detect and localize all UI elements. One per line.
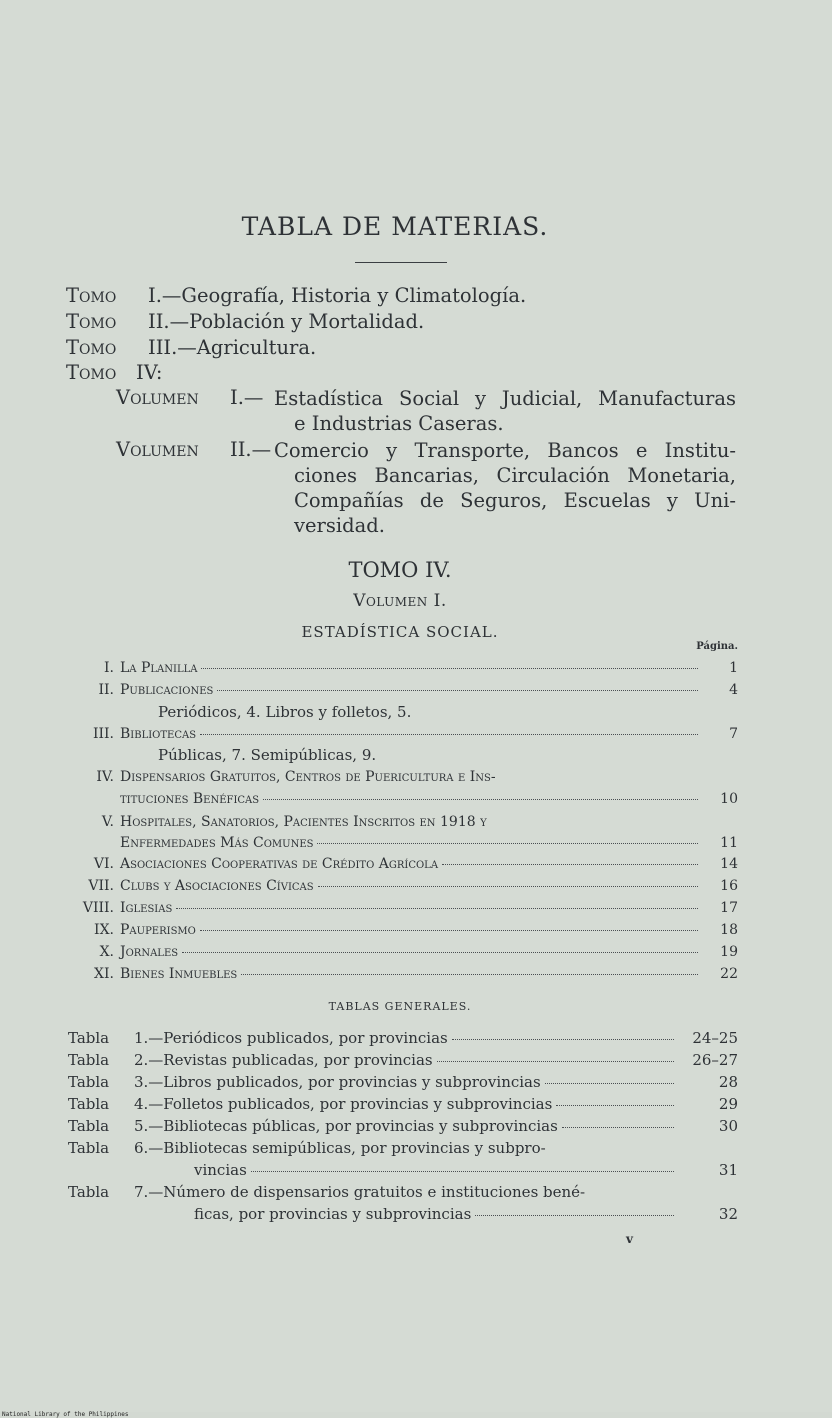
toc-page: 17 [720,900,738,916]
leader-dots [317,843,698,844]
leader-dots [545,1083,674,1084]
tabla-label: Tabla [68,1029,110,1047]
tabla-page: 26–27 [692,1051,738,1069]
toc-page: 22 [720,966,738,982]
footer-credit: National Library of the Philippines [2,1411,129,1418]
tomo-text: IV: [136,361,163,384]
leader-dots [176,908,698,909]
tomo-line-3 [66,336,316,359]
leader-dots [182,952,698,953]
tabla-label: Tabla [68,1183,110,1201]
toc-entry [74,944,738,960]
title-rule [355,262,447,263]
leader-dots [251,1171,674,1172]
toc-entry [74,682,738,698]
tomo-label: Tomo [66,284,117,307]
leader-dots [475,1215,674,1216]
toc-page: 14 [720,856,738,872]
volumen-2-text [274,438,736,538]
tabla-label: Tabla [68,1095,110,1113]
tabla-text: 5.—Bibliotecas públicas, por provincias y subprovincias [134,1117,558,1135]
toc-entry [74,726,738,742]
toc-page: 4 [729,682,738,698]
volumen-line: Estadística Social y Judicial, Manufacturas [274,387,736,410]
tabla-entry [68,1183,668,1201]
tomo-line-2 [66,310,424,333]
tomo-line-4 [66,361,162,384]
leader-dots [562,1127,674,1128]
leader-dots [318,886,698,887]
toc-num: X. [99,944,114,960]
toc-num: I. [104,660,114,676]
tabla-page: 32 [718,1205,738,1223]
toc-entry-cont [120,835,738,851]
toc-title: Pauperismo [120,922,196,938]
tabla-page: 29 [718,1095,738,1113]
leader-dots [200,734,698,735]
tabla-text: 2.—Revistas publicadas, por provincias [134,1051,433,1069]
toc-num: XI. [94,966,114,982]
tabla-label: Tabla [68,1117,110,1135]
volumen-line: e Industrias Caseras. [294,412,504,435]
volumen-line: ciones Bancarias, Circulación Monetaria, [294,464,736,487]
toc-title: Iglesias [120,900,173,916]
tomo-text: III.—Agricultura. [148,336,317,359]
tabla-page: 30 [718,1117,738,1135]
toc-page: 7 [729,726,738,742]
leader-dots [437,1061,674,1062]
volumen-num: I.— [230,386,264,409]
tabla-text: vincias [194,1161,247,1179]
section-title: ESTADÍSTICA SOCIAL. [301,623,499,641]
toc-entry [74,814,674,830]
toc-num: II. [98,682,114,698]
volumen-label: Volumen [116,438,199,461]
toc-page: 11 [720,835,738,851]
tabla-text: 4.—Folletos publicados, por provincias y subprovincias [134,1095,553,1113]
toc-title: Dispensarios Gratuitos, Centros de Puericultura e Ins- [120,769,496,785]
page-number: v [626,1232,633,1246]
leader-dots [201,668,698,669]
leader-dots [200,930,698,931]
toc-num: III. [92,726,114,742]
toc-title: Enfermedades Más Comunes [120,835,314,851]
tabla-label: Tabla [68,1139,110,1157]
toc-title: Jornales [120,944,179,960]
toc-page: 16 [720,878,738,894]
toc-page: 1 [729,660,738,676]
tabla-entry [68,1051,738,1069]
tomo-text: II.—Población y Mortalidad. [148,310,425,333]
toc-entry [74,966,738,982]
toc-entry [74,922,738,938]
pagina-label: Página. [696,641,738,652]
tabla-entry [68,1117,738,1135]
toc-page: 18 [720,922,738,938]
tabla-page: 28 [718,1073,738,1091]
tabla-text: 7.—Número de dispensarios gratuitos e instituciones bené- [134,1183,586,1201]
toc-title: Bienes Inmuebles [120,966,238,982]
tabla-entry-cont [194,1161,738,1179]
toc-num: IV. [96,769,114,785]
toc-page: 10 [720,791,738,807]
toc-num: IX. [94,922,114,938]
leader-dots [263,799,698,800]
tabla-label: Tabla [68,1073,110,1091]
toc-title: La Planilla [120,660,198,676]
toc-num: VIII. [82,900,114,916]
toc-entry [74,769,674,785]
toc-title: Asociaciones Cooperativas de Crédito Agrícola [120,856,439,872]
toc-subentry: Públicas, 7. Semipúblicas, 9. [158,746,377,764]
toc-num: V. [101,814,114,830]
toc-entry [74,660,738,676]
tabla-text: 1.—Periódicos publicados, por provincias [134,1029,448,1047]
toc-entry [74,856,738,872]
volumen-line: Comercio y Transporte, Bancos e Institu- [274,439,736,462]
tabla-text: 3.—Libros publicados, por provincias y subprovincias [134,1073,541,1091]
tablas-title: TABLAS GENERALES. [328,1000,472,1013]
tomo-label: Tomo [66,361,117,384]
tabla-entry [68,1073,738,1091]
section-volumen: Volumen I. [353,591,447,611]
toc-num: VI. [93,856,114,872]
tabla-label: Tabla [68,1051,110,1069]
leader-dots [442,864,698,865]
tabla-page: 24–25 [692,1029,738,1047]
leader-dots [452,1039,674,1040]
toc-entry-cont [120,791,738,807]
volumen-line: versidad. [294,514,385,537]
leader-dots [241,974,698,975]
volumen-2-label-line [116,438,271,461]
toc-subentry: Periódicos, 4. Libros y folletos, 5. [158,703,412,721]
tabla-text: ficas, por provincias y subprovincias [194,1205,472,1223]
volumen-line: Compañías de Seguros, Escuelas y Uni- [294,489,736,512]
tomo-label: Tomo [66,310,117,333]
tomo-line-1 [66,284,526,307]
tomo-label: Tomo [66,336,117,359]
tabla-page: 31 [718,1161,738,1179]
tabla-text: 6.—Bibliotecas semipúblicas, por provincias y subpro- [134,1139,546,1157]
toc-title: Clubs y Asociaciones Cívicas [120,878,314,894]
toc-title: Publicaciones [120,682,214,698]
tabla-entry-cont [194,1205,738,1223]
volumen-1-label-line [116,386,263,409]
tabla-entry [68,1029,738,1047]
page-title: TABLA DE MATERIAS. [241,212,549,241]
toc-entry [74,900,738,916]
volumen-1-text [274,386,736,436]
toc-entry [74,878,738,894]
tabla-entry [68,1139,668,1157]
volumen-num: II.— [230,438,272,461]
leader-dots [556,1105,674,1106]
section-tomo: TOMO IV. [348,558,452,582]
toc-num: VII. [88,878,114,894]
toc-page: 19 [720,944,738,960]
tabla-entry [68,1095,738,1113]
toc-title: Hospitales, Sanatorios, Pacientes Inscritos en 1918 y [120,814,487,830]
leader-dots [217,690,698,691]
toc-title: tituciones Benéficas [120,791,260,807]
volumen-label: Volumen [116,386,199,409]
tomo-text: I.—Geografía, Historia y Climatología. [148,284,527,307]
toc-title: Bibliotecas [120,726,197,742]
